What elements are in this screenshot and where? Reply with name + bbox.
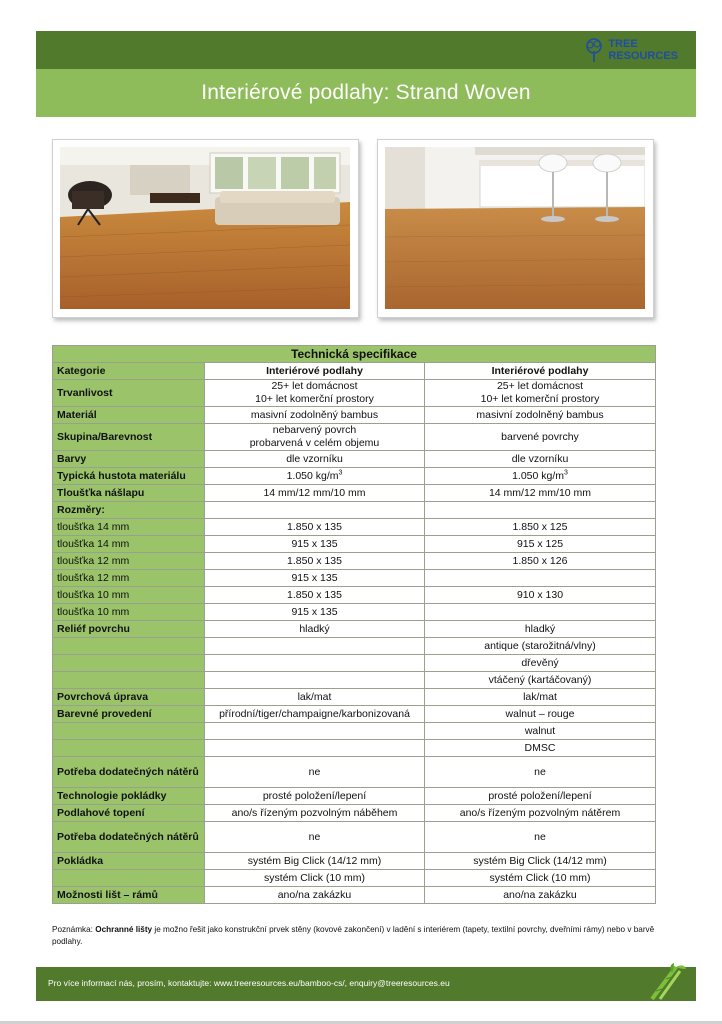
- tree-logo-icon: [583, 37, 605, 63]
- row-label: [53, 870, 205, 887]
- row-label: Typická hustota materiálu: [53, 468, 205, 485]
- row-value-col2: 1.050 $kg/m^3$: [425, 468, 656, 485]
- row-value-col1: systém Big Click (14/12 mm): [205, 853, 425, 870]
- row-value-col2: lak/mat: [425, 689, 656, 706]
- row-value-col2: 14 mm/12 mm/10 mm: [425, 485, 656, 502]
- row-value-col2: ne: [425, 757, 656, 788]
- footer-bar: [36, 967, 696, 1001]
- row-label: [53, 723, 205, 740]
- row-label: Barevné provedení: [53, 706, 205, 723]
- row-value-col1: masivní zodolněný bambus: [205, 407, 425, 424]
- note-rest: je možno řešit jako konstrukční prvek stěny (kovové zakončení) v ladění s interiérem (tapety, textilní povrchy, dveřními rámy) nebo v barvě podlahy.: [52, 925, 655, 946]
- table-row: [53, 805, 656, 822]
- row-value-col1: 25+ let domácnost 10+ let komerční prostory: [205, 380, 425, 407]
- logo-line2: RESOURCES: [608, 50, 678, 62]
- row-value-col2: antique (starožitná/vlny): [425, 638, 656, 655]
- table-caption: Technická specifikace: [53, 346, 656, 363]
- row-label: tloušťka 12 mm: [53, 553, 205, 570]
- table-row: [53, 451, 656, 468]
- table-row: [53, 536, 656, 553]
- table-row: [53, 689, 656, 706]
- row-label: [53, 638, 205, 655]
- row-label: Povrchová úprava: [53, 689, 205, 706]
- logo-line1: TREE: [608, 38, 638, 50]
- living-room-image: [60, 147, 350, 309]
- footnote: [52, 924, 662, 948]
- row-label: tloušťka 10 mm: [53, 604, 205, 621]
- table-row: [53, 485, 656, 502]
- row-value-col2: systém Click (10 mm): [425, 870, 656, 887]
- row-value-col2: [425, 502, 656, 519]
- row-value-col1: [205, 502, 425, 519]
- table-row: [53, 502, 656, 519]
- row-value-col1: [205, 723, 425, 740]
- row-value-col2: vtáčený (kartáčovaný): [425, 672, 656, 689]
- table-row: [53, 570, 656, 587]
- row-label: Možnosti lišt – rámů: [53, 887, 205, 904]
- row-value-col1: [205, 740, 425, 757]
- table-row: [53, 363, 656, 380]
- row-label: [53, 672, 205, 689]
- row-value-col1: ano/s řízeným pozvolným náběhem: [205, 805, 425, 822]
- row-value-col1: ne: [205, 822, 425, 853]
- row-label: Tloušťka nášlapu: [53, 485, 205, 502]
- row-value-col1: nebarvený povrch probarvená v celém objemu: [205, 424, 425, 451]
- row-value-col2: 915 x 125: [425, 536, 656, 553]
- note-bold: Ochranné lišty: [95, 925, 153, 934]
- row-label: Pokládka: [53, 853, 205, 870]
- bamboo-icon: [642, 961, 688, 1001]
- technical-specification-table: [52, 345, 656, 904]
- footer-contact-text[interactable]: Pro více informací nás, prosím, kontaktujte: www.treeresources.eu/bamboo-cs/, enquiry@treeresources.eu: [48, 978, 450, 988]
- table-row: [53, 887, 656, 904]
- row-value-col2: masivní zodolněný bambus: [425, 407, 656, 424]
- row-value-col2: dle vzorníku: [425, 451, 656, 468]
- row-value-col2: barvené povrchy: [425, 424, 656, 451]
- row-value-col2: [425, 570, 656, 587]
- row-value-col1: 915 x 135: [205, 570, 425, 587]
- note-prefix: Poznámka:: [52, 925, 96, 934]
- row-value-col1: 915 x 135: [205, 536, 425, 553]
- table-row: [53, 638, 656, 655]
- table-row: [53, 757, 656, 788]
- row-value-col2: 1.850 x 126: [425, 553, 656, 570]
- row-value-col1: přírodní/tiger/champaigne/karbonizovaná: [205, 706, 425, 723]
- row-label: Rozměry:: [53, 502, 205, 519]
- row-value-col2: Interiérové podlahy: [425, 363, 656, 380]
- row-value-col1: [205, 672, 425, 689]
- tree-resources-logo[interactable]: [583, 36, 678, 64]
- row-label: Trvanlivost: [53, 380, 205, 407]
- table-row: [53, 706, 656, 723]
- page-title: Interiérové podlahy: Strand Woven: [201, 81, 531, 104]
- kitchen-photo: [377, 139, 654, 318]
- row-label: Materiál: [53, 407, 205, 424]
- row-value-col1: systém Click (10 mm): [205, 870, 425, 887]
- row-value-col1: Interiérové podlahy: [205, 363, 425, 380]
- row-value-col1: hladký: [205, 621, 425, 638]
- table-row: [53, 788, 656, 805]
- header-bar: [36, 31, 696, 69]
- row-value-col2: 25+ let domácnost 10+ let komerční prostory: [425, 380, 656, 407]
- table-row: [53, 723, 656, 740]
- table-row: [53, 424, 656, 451]
- row-value-col1: 1.850 x 135: [205, 587, 425, 604]
- row-value-col1: 14 mm/12 mm/10 mm: [205, 485, 425, 502]
- row-value-col2: ano/s řízeným pozvolným nátěrem: [425, 805, 656, 822]
- table-body: [53, 363, 656, 904]
- table-row: [53, 553, 656, 570]
- table-row: [53, 655, 656, 672]
- row-value-col2: walnut – rouge: [425, 706, 656, 723]
- row-value-col1: 1.050 $kg/m^3$: [205, 468, 425, 485]
- row-value-col2: systém Big Click (14/12 mm): [425, 853, 656, 870]
- row-value-col1: dle vzorníku: [205, 451, 425, 468]
- row-value-col1: ne: [205, 757, 425, 788]
- table-row: [53, 380, 656, 407]
- table-row: [53, 822, 656, 853]
- row-value-col2: walnut: [425, 723, 656, 740]
- table-row: [53, 740, 656, 757]
- row-label: Potřeba dodatečných nátěrů: [53, 757, 205, 788]
- row-value-col1: ano/na zakázku: [205, 887, 425, 904]
- table-row: [53, 621, 656, 638]
- table-row: [53, 587, 656, 604]
- unit-superscript: 3: [564, 469, 568, 476]
- table-row: [53, 853, 656, 870]
- row-value-col2: ano/na zakázku: [425, 887, 656, 904]
- living-room-photo: [52, 139, 359, 318]
- row-label: tloušťka 12 mm: [53, 570, 205, 587]
- table-row: [53, 519, 656, 536]
- row-value-col1: [205, 655, 425, 672]
- row-label: Skupina/Barevnost: [53, 424, 205, 451]
- row-label: tloušťka 14 mm: [53, 536, 205, 553]
- row-value-col2: ne: [425, 822, 656, 853]
- row-value-col2: prosté položení/lepení: [425, 788, 656, 805]
- table-row: [53, 870, 656, 887]
- row-label: [53, 740, 205, 757]
- row-value-col1: 915 x 135: [205, 604, 425, 621]
- row-value-col1: 1.850 x 135: [205, 553, 425, 570]
- row-value-col1: lak/mat: [205, 689, 425, 706]
- row-label: Kategorie: [53, 363, 205, 380]
- row-label: [53, 655, 205, 672]
- row-value-col2: [425, 604, 656, 621]
- row-label: Reliéf povrchu: [53, 621, 205, 638]
- row-label: Podlahové topení: [53, 805, 205, 822]
- kitchen-image: [385, 147, 645, 309]
- row-value-col1: 1.850 x 135: [205, 519, 425, 536]
- row-value-col2: hladký: [425, 621, 656, 638]
- table-row: [53, 672, 656, 689]
- row-label: Technologie pokládky: [53, 788, 205, 805]
- row-label: Barvy: [53, 451, 205, 468]
- page-title-bar: [36, 69, 696, 117]
- row-value-col1: prosté položení/lepení: [205, 788, 425, 805]
- row-label: tloušťka 14 mm: [53, 519, 205, 536]
- table-row: [53, 604, 656, 621]
- table-row: [53, 407, 656, 424]
- row-value-col2: 910 x 130: [425, 587, 656, 604]
- row-value-col2: 1.850 x 125: [425, 519, 656, 536]
- row-value-col1: [205, 638, 425, 655]
- unit-superscript: 3: [338, 469, 343, 476]
- row-label: Potřeba dodatečných nátěrů: [53, 822, 205, 853]
- table-row: [53, 468, 656, 485]
- row-value-col2: DMSC: [425, 740, 656, 757]
- row-label: tloušťka 10 mm: [53, 587, 205, 604]
- row-value-col2: dřevěný: [425, 655, 656, 672]
